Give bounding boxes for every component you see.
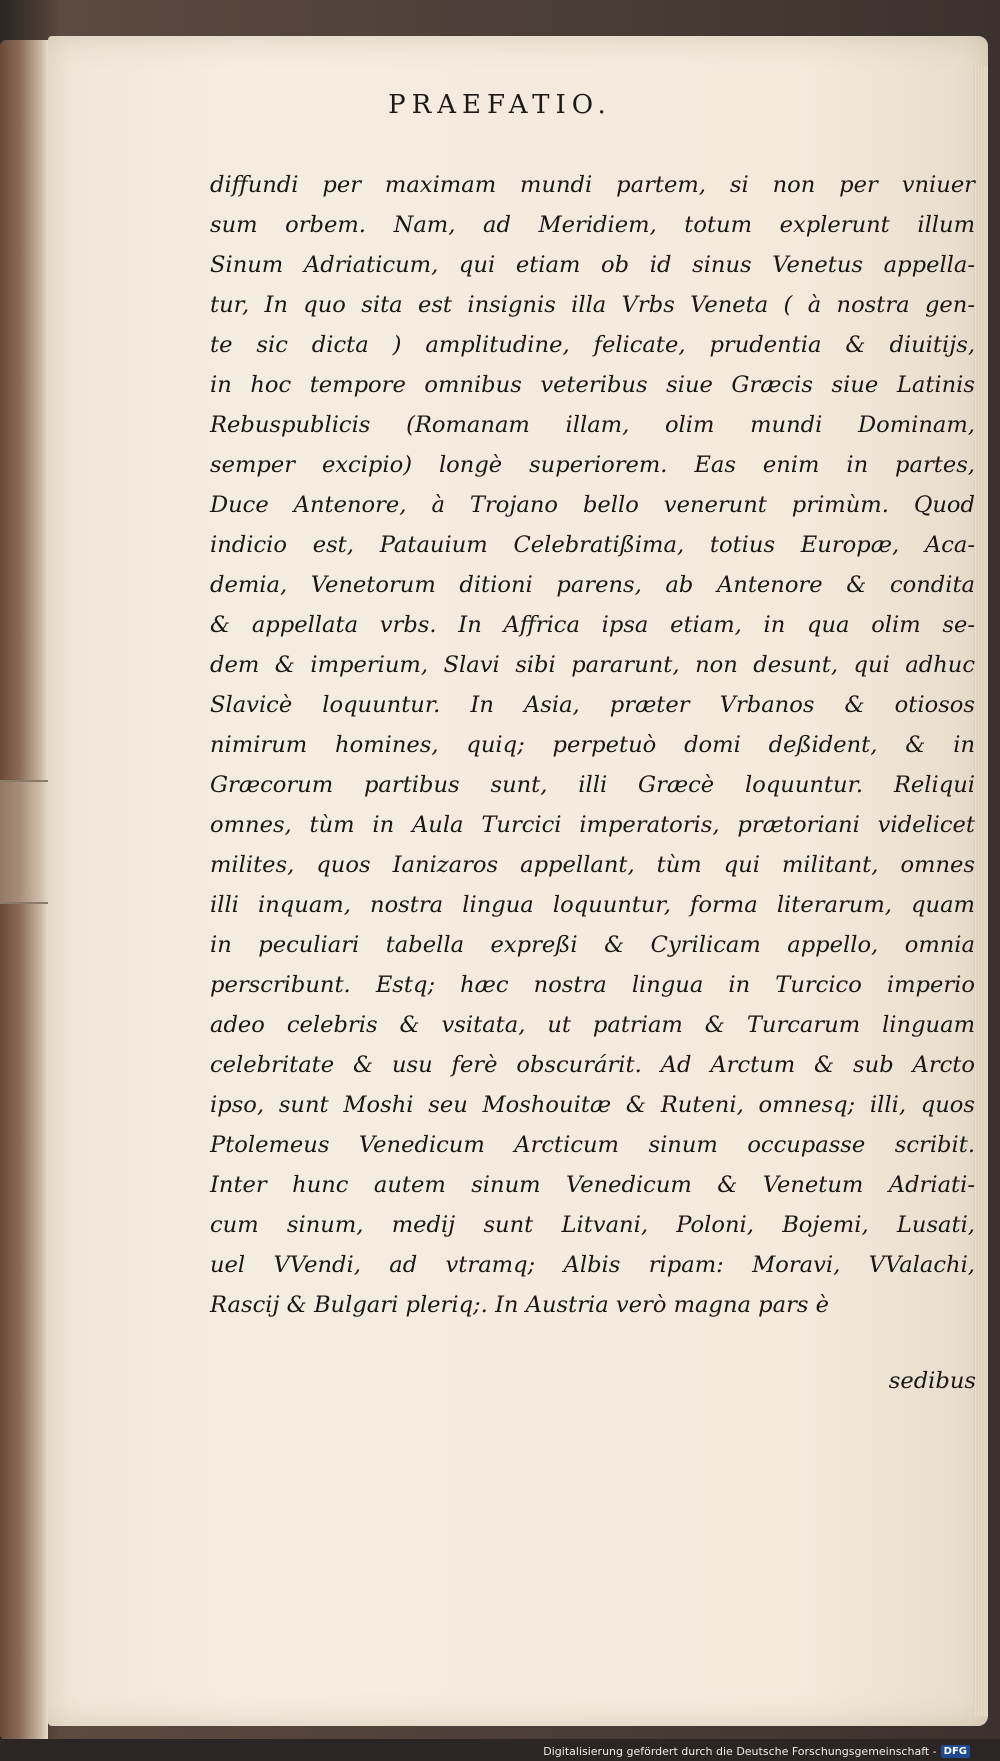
running-head: PRAEFATIO. — [388, 90, 612, 120]
text-line: nimirum homines, quiq; perpetuò domi deßident, & in — [210, 732, 975, 758]
text-line: Inter hunc autem sinum Venedicum & Venetum Adriati- — [210, 1172, 975, 1198]
text-line: Sinum Adriaticum, qui etiam ob id sinus Venetus appella- — [210, 252, 975, 278]
text-line: Rascij & Bulgari pleriq;. In Austria verò magna pars è — [210, 1292, 830, 1318]
footer-bar — [0, 1739, 1000, 1761]
text-line: in hoc tempore omnibus veteribus siue Græcis siue Latinis — [210, 372, 975, 398]
text-line: cum sinum, medij sunt Litvani, Poloni, Bojemi, Lusati, — [210, 1212, 975, 1238]
text-line: adeo celebris & vsitata, ut patriam & Turcarum linguam — [210, 1012, 975, 1038]
text-line: ipso, sunt Moshi seu Moshouitæ & Ruteni, omnesq; illi, quos — [210, 1092, 975, 1118]
text-line: dem & imperium, Slavi sibi pararunt, non desunt, qui adhuc — [210, 652, 975, 678]
text-line: Græcorum partibus sunt, illi Græcè loquuntur. Reliqui — [210, 772, 975, 798]
text-line: illi inquam, nostra lingua loquuntur, forma literarum, quam — [210, 892, 975, 918]
text-line: te sic dicta ) amplitudine, felicate, prudentia & diuitijs, — [210, 332, 975, 358]
text-line: omnes, tùm in Aula Turcici imperatoris, prætoriani videlicet — [210, 812, 975, 838]
text-line: perscribunt. Estq; hæc nostra lingua in Turcico imperio — [210, 972, 975, 998]
text-line: semper excipio) longè superiorem. Eas enim in partes, — [210, 452, 975, 478]
text-line: Duce Antenore, à Trojano bello venerunt primùm. Quod — [210, 492, 975, 518]
text-line: diffundi per maximam mundi partem, si non per vniuer — [210, 172, 975, 198]
text-line: & appellata vrbs. In Affrica ipsa etiam, in qua olim se- — [210, 612, 975, 638]
text-line: indicio est, Patauium Celebratißima, totius Europæ, Aca- — [210, 532, 975, 558]
text-line: Rebuspublicis (Romanam illam, olim mundi Dominam, — [210, 412, 975, 438]
page-edges — [974, 66, 988, 1716]
text-line: Slavicè loquuntur. In Asia, præter Vrbanos & otiosos — [210, 692, 975, 718]
catchword: sedibus — [888, 1368, 976, 1394]
funding-credit — [543, 1745, 970, 1758]
text-line: sum orbem. Nam, ad Meridiem, totum explerunt illum — [210, 212, 975, 238]
text-line: uel VVendi, ad vtramq; Albis ripam: Moravi, VValachi, — [210, 1252, 975, 1278]
funding-credit-text: Digitalisierung gefördert durch die Deutsche Forschungsgemeinschaft - — [543, 1745, 937, 1758]
dfg-logo: DFG — [941, 1745, 970, 1758]
body-text — [210, 165, 975, 1325]
text-line: tur, In quo sita est insignis illa Vrbs Veneta ( à nostra gen- — [210, 292, 975, 318]
text-line: Ptolemeus Venedicum Arcticum sinum occupasse scribit. — [210, 1132, 975, 1158]
text-line: milites, quos Ianizaros appellant, tùm qui militant, omnes — [210, 852, 975, 878]
text-line: celebritate & usu ferè obscurárit. Ad Arctum & sub Arcto — [210, 1052, 975, 1078]
text-line: in peculiari tabella expreßi & Cyrilicam appello, omnia — [210, 932, 975, 958]
text-line: demia, Venetorum ditioni parens, ab Antenore & condita — [210, 572, 975, 598]
